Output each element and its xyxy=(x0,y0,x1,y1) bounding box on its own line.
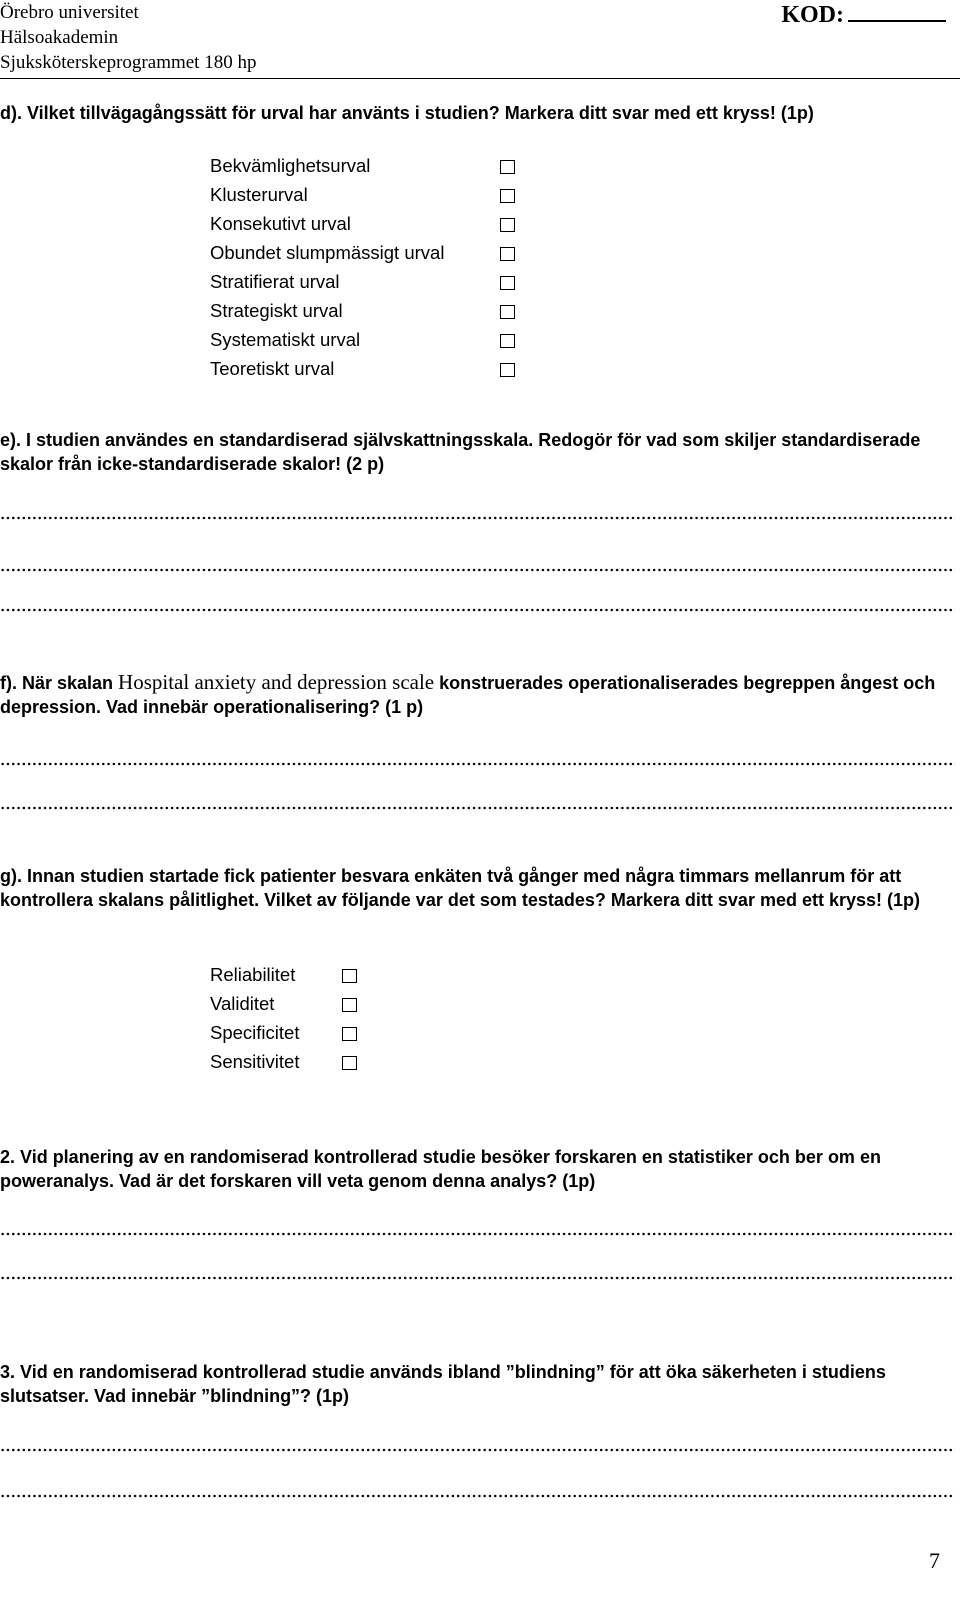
option-label: Sensitivitet xyxy=(210,1051,300,1072)
option-label: Systematiskt urval xyxy=(210,329,361,350)
code-blank[interactable] xyxy=(848,2,946,22)
option-item xyxy=(210,180,444,209)
question-g: g). Innan studien startade fick patienter besvara enkäten två gånger med några timmars mellanrum för att kontrollera skalans pålitlighet. Vilket av följande var det som testades? Markera ditt svar med ett kryss! (1p) xyxy=(0,866,920,910)
header-divider xyxy=(0,78,960,79)
checkbox[interactable] xyxy=(342,998,357,1012)
question-3: 3. Vid en randomiserad kontrollerad studie används ibland ”blindning” för att öka säkerheten i studiens slutsatser. Vad innebär ”blindning”? (1p) xyxy=(0,1362,886,1406)
option-label: Specificitet xyxy=(210,1022,300,1043)
question-d: d). Vilket tillvägagångssätt för urval har använts i studien? Markera ditt svar med ett kryss! (1p) xyxy=(0,103,814,123)
option-item xyxy=(210,960,299,989)
question-g-options xyxy=(210,960,299,1076)
option-item xyxy=(210,238,444,267)
university-name: Örebro universitet xyxy=(0,2,139,23)
option-label: Teoretiskt urval xyxy=(210,358,335,379)
question-f xyxy=(0,670,950,719)
option-label: Obundet slumpmässigt urval xyxy=(210,242,445,263)
question-f-prefix: f). När skalan xyxy=(0,673,119,693)
option-label: Konsekutivt urval xyxy=(210,213,351,234)
option-item xyxy=(210,1047,299,1076)
option-item xyxy=(210,354,444,383)
page-number: 7 xyxy=(929,1548,940,1573)
answer-line[interactable] xyxy=(0,802,955,814)
academy-name: Hälsoakademin xyxy=(0,27,119,48)
option-item xyxy=(210,989,299,1018)
checkbox[interactable] xyxy=(500,160,515,174)
answer-line[interactable] xyxy=(0,512,955,524)
option-item xyxy=(210,296,444,325)
answer-line[interactable] xyxy=(0,564,955,576)
answer-line[interactable] xyxy=(0,1228,955,1240)
question-d-options xyxy=(210,151,444,383)
answer-line[interactable] xyxy=(0,604,955,616)
checkbox[interactable] xyxy=(500,305,515,319)
checkbox[interactable] xyxy=(342,969,357,983)
checkbox[interactable] xyxy=(500,218,515,232)
checkbox[interactable] xyxy=(342,1056,357,1070)
option-label: Strategiskt urval xyxy=(210,300,343,321)
option-label: Klusterurval xyxy=(210,184,308,205)
question-f-suffix: konstruerades operationaliserades begreppen ångest och depression. Vad innebär operationalisering? (1 p) xyxy=(0,673,936,717)
option-label: Validitet xyxy=(210,993,275,1014)
option-label: Bekvämlighetsurval xyxy=(210,155,371,176)
answer-line[interactable] xyxy=(0,1444,955,1456)
answer-line[interactable] xyxy=(0,758,955,770)
checkbox[interactable] xyxy=(500,189,515,203)
question-2: 2. Vid planering av en randomiserad kontrollerad studie besöker forskaren en statistiker och ber om en poweranalys. Vad är det forskaren vill veta genom denna analys? (1p) xyxy=(0,1147,881,1191)
checkbox[interactable] xyxy=(500,276,515,290)
checkbox[interactable] xyxy=(500,334,515,348)
option-item xyxy=(210,151,444,180)
option-item xyxy=(210,1018,299,1047)
checkbox[interactable] xyxy=(342,1027,357,1041)
checkbox[interactable] xyxy=(500,363,515,377)
option-label: Stratifierat urval xyxy=(210,271,340,292)
scale-name: Hospital anxiety and depression scale xyxy=(118,670,435,694)
option-item xyxy=(210,209,444,238)
option-item xyxy=(210,325,444,354)
checkbox[interactable] xyxy=(500,247,515,261)
question-e: e). I studien användes en standardiserad självskattningsskala. Redogör för vad som skiljer standardiserade skalor från icke-standardiserade skalor! (2 p) xyxy=(0,430,921,474)
option-item xyxy=(210,267,444,296)
answer-line[interactable] xyxy=(0,1272,955,1284)
program-name: Sjuksköterskeprogrammet 180 hp xyxy=(0,52,257,73)
answer-line[interactable] xyxy=(0,1490,955,1502)
option-label: Reliabilitet xyxy=(210,964,296,985)
code-label: KOD: xyxy=(781,2,844,28)
code-field xyxy=(781,2,946,29)
